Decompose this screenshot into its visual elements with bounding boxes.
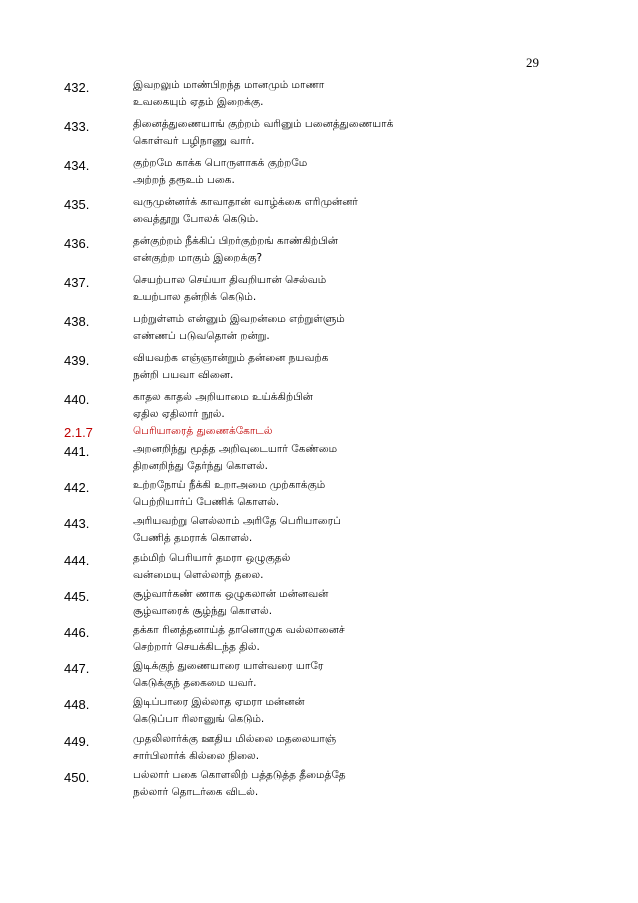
verse-line-2: வைத்தூறு போலக் கெடும். — [133, 213, 259, 225]
verse-line-2: திறனறிந்து தேர்ந்து கொளல். — [133, 460, 269, 472]
verse-number: 444. — [64, 552, 90, 568]
verse-line-1: சூழ்வார்கண் ணாக ஒழுகலான் மன்னவன் — [133, 587, 329, 600]
verse-line-1: அரியவற்று ளெல்லாம் அரிதே பெரியாரைப் — [133, 515, 341, 528]
verse-number: 441. — [64, 444, 90, 459]
verse-line-1: குற்றமே காக்க பொருளாகக் குற்றமே — [133, 157, 308, 169]
verse-item — [0, 154, 638, 193]
verse-item — [0, 310, 638, 349]
verse-line-1: தினைத்துணையாங் குற்றம் வரினும் பனைத்துணையாக் — [133, 118, 394, 130]
verse-number: 433. — [64, 119, 90, 134]
verse-number: 434. — [64, 158, 90, 173]
verse-number: 438. — [64, 314, 90, 329]
verse-line-2: உவகையும் ஏதம் இறைக்கு. — [133, 96, 264, 108]
verse-item — [0, 730, 638, 766]
section-title: பெரியாரைத் துணைக்கோடல் — [133, 425, 273, 437]
verse-line-2: உயற்பால தன்றிக் கெடும். — [133, 291, 257, 303]
verse-line-1: உற்றநோய் நீக்கி உறாஅமை முற்காக்கும் — [133, 479, 326, 492]
verse-line-1: வியவற்க எஞ்ஞான்றும் தன்னை நயவற்க — [133, 352, 329, 364]
verse-item — [0, 440, 638, 476]
section-number: 2.1.7 — [64, 425, 93, 440]
verse-number: 443. — [64, 516, 90, 532]
verse-line-2: அற்றந் தரூஉம் பகை. — [133, 174, 235, 186]
verse-line-1: பற்றுள்ளம் என்னும் இவறன்மை எற்றுள்ளும் — [133, 313, 345, 325]
verse-item — [0, 232, 638, 271]
verse-line-2: கொள்வர் பழிநாணு வார். — [133, 135, 255, 147]
verse-line-1: முதலிலார்க்கு ஊதிய மில்லை மதலையாஞ் — [133, 732, 337, 745]
verse-number: 439. — [64, 353, 90, 368]
verse-line-2: நன்றி பயவா வினை. — [133, 369, 234, 381]
verse-item — [0, 657, 638, 693]
verse-item — [0, 271, 638, 310]
verse-item — [0, 193, 638, 232]
verse-line-1: காதல காதல் அறியாமை உய்க்கிற்பின் — [133, 391, 313, 403]
verse-number: 436. — [64, 236, 90, 251]
verse-item — [0, 585, 638, 621]
verse-line-2: பேணித் தமராக் கொளல். — [133, 532, 253, 545]
verse-item — [0, 476, 638, 512]
verse-item — [0, 549, 638, 585]
verse-number: 450. — [64, 769, 90, 785]
verse-number: 442. — [64, 480, 90, 496]
verse-line-2: கெடுக்குந் தகைமை யவர். — [133, 677, 257, 690]
section-heading — [0, 423, 638, 439]
verse-line-1: தன்குற்றம் நீக்கிப் பிறர்குற்றங் காண்கிற்பின் — [133, 235, 338, 247]
verse-number: 449. — [64, 733, 90, 749]
verse-line-1: செயற்பால செய்யா திவறியான் செல்வம் — [133, 274, 327, 286]
verse-line-2: சூழ்வாரைக் சூழ்ந்து கொளல். — [133, 604, 273, 617]
verse-item — [0, 766, 638, 802]
verse-item — [0, 76, 638, 115]
verse-line-1: இடிக்குந் துணையாரை யாள்வரை யாரே — [133, 660, 324, 673]
verse-line-2: எண்ணப் படுவதொன் றன்று. — [133, 330, 270, 342]
verse-item — [0, 115, 638, 154]
verse-number: 447. — [64, 661, 90, 677]
verse-line-2: பெற்றியார்ப் பேணிக் கொளல். — [133, 496, 280, 509]
verse-line-2: என்குற்ற மாகும் இறைக்கு? — [133, 252, 263, 264]
verse-line-2: செற்றார் செயக்கிடந்த தில். — [133, 640, 260, 653]
verse-line-1: பல்லார் பகை கொளலிற் பத்தடுத்த தீமைத்தே — [133, 768, 346, 781]
verse-line-2: கெடுப்பா ரிலானுங் கெடும். — [133, 713, 265, 726]
verse-item — [0, 693, 638, 729]
page-number: 29 — [526, 55, 539, 70]
verse-number: 446. — [64, 624, 90, 640]
verse-number: 448. — [64, 697, 90, 713]
verse-list-b — [0, 440, 638, 802]
verse-line-2: நல்லார் தொடர்கை விடல். — [133, 785, 259, 798]
verse-item — [0, 621, 638, 657]
verse-line-2: வன்மையு ளெல்லாந் தலை. — [133, 568, 264, 581]
verse-number: 437. — [64, 275, 90, 290]
verse-line-1: இடிப்பாரை இல்லாத ஏமரா மன்னன் — [133, 696, 305, 709]
verse-item — [0, 388, 638, 427]
verse-item — [0, 349, 638, 388]
verse-line-2: ஏதில ஏதிலார் நூல். — [133, 408, 225, 420]
verse-line-1: தக்கா ரினத்தனாய்த் தானொழுக வல்லானைச் — [133, 623, 345, 636]
verse-line-1: இவறலும் மாண்பிறந்த மானமும் மாணா — [133, 79, 325, 91]
verse-list-a — [0, 76, 638, 427]
verse-line-1: வருமுன்னர்க் காவாதான் வாழ்க்கை எரிமுன்னர் — [133, 196, 358, 208]
verse-number: 445. — [64, 588, 90, 604]
verse-item — [0, 512, 638, 548]
verse-line-1: தம்மிற் பெரியார் தமரா ஒழுகுதல் — [133, 551, 291, 564]
verse-line-1: அறனறிந்து மூத்த அறிவுடையார் கேண்மை — [133, 443, 338, 455]
verse-number: 440. — [64, 392, 90, 407]
verse-number: 435. — [64, 197, 90, 212]
verse-line-2: சார்பிலார்க் கில்லை நிலை. — [133, 749, 260, 762]
verse-number: 432. — [64, 80, 90, 95]
